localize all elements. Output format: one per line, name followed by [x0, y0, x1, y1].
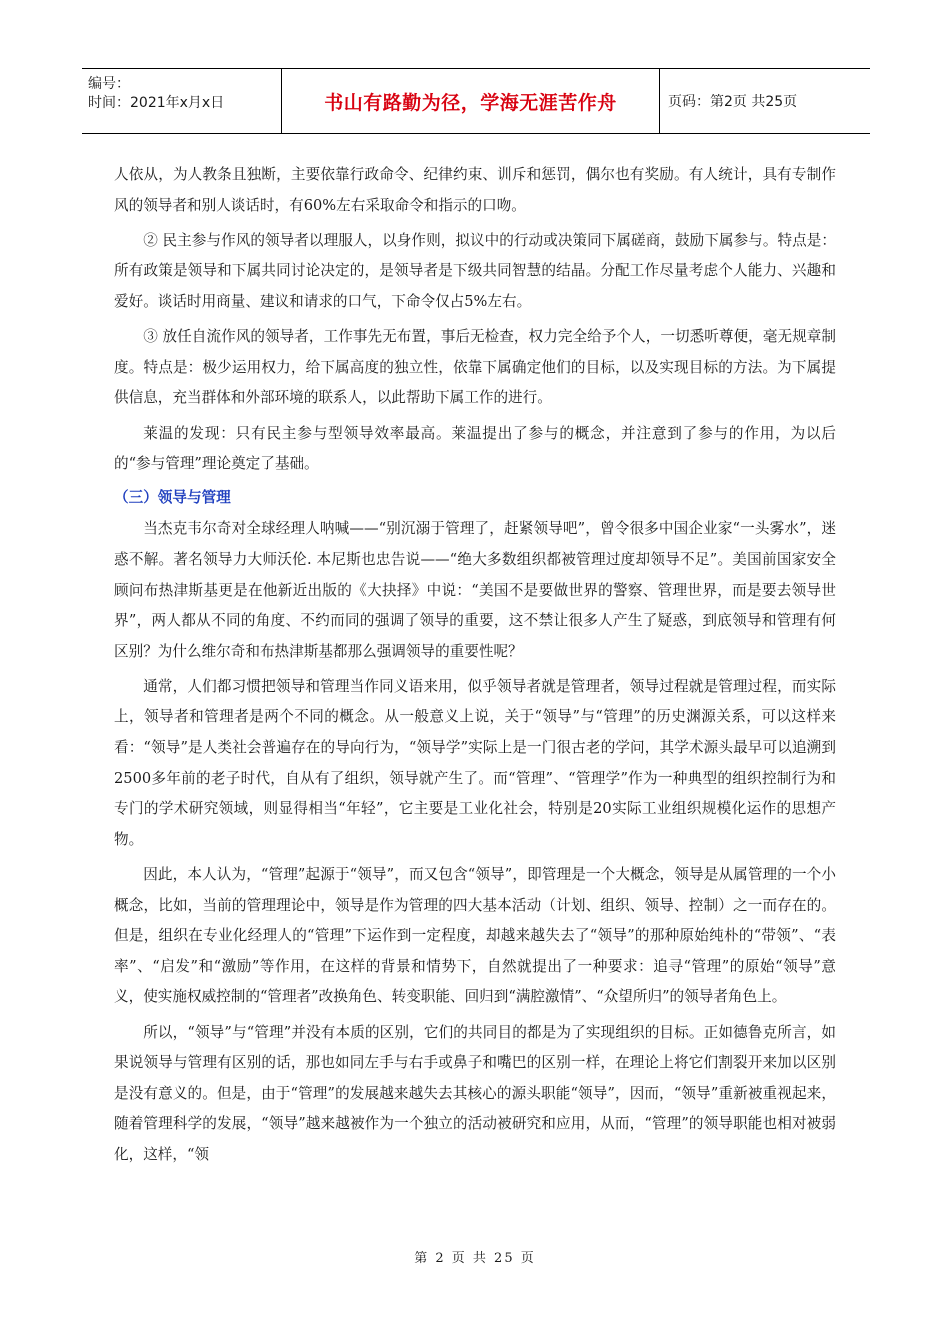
section-heading: （三）领导与管理	[114, 489, 231, 507]
paragraph: ② 民主参与作风的领导者以理服人，以身作则，拟议中的行动或决策同下属磋商，鼓励下属参与。特点是：所有政策是领导和下属共同讨论决定的，是领导者是下级共同智慧的结晶。分配工作尽量考虑个人能力、兴趣和爱好。谈话时用商量、建议和请求的口气，下命令仅占5%左右。	[114, 231, 836, 310]
header-motto: 书山有路勤为径，学海无涯苦作舟	[324, 91, 617, 114]
header-meta	[82, 69, 282, 133]
paragraph: 所以，“领导”与“管理”并没有本质的区别，它们的共同目的都是为了实现组织的目标。正如德鲁克所言，如果说领导与管理有区别的话，那也如同左手与右手或鼻子和嘴巴的区别一样，在理论上将它们割裂开来加以区别是没有意义的。但是，由于“管理”的发展越来越失去其核心的源头职能“领导”，因而，“领导”重新被重视起来，随着管理科学的发展，“领导”越来越被作为一个独立的活动被研究和应用，从而，“管理”的领导职能也相对被弱化，这样，“领	[114, 1023, 836, 1163]
paragraph: 因此，本人认为，“管理”起源于“领导”，而又包含“领导”，即管理是一个大概念，领导是从属管理的一个小概念，比如，当前的管理理论中，领导是作为管理的四大基本活动（计划、组织、领导、控制）之一而存在的。但是，组织在专业化经理人的“管理”下运作到一定程度，却越来越失去了“领导”的那种原始纯朴的“带领”、“表率”、“启发”和“激励”等作用，在这样的背景和情势下，自然就提出了一种要求：追寻“管理”的原始“领导”意义，使实施权威控制的“管理者”改换角色、转变职能、回归到“满腔激情”、“众望所归”的领导者角色上。	[114, 866, 836, 1006]
document-body	[114, 160, 836, 1175]
header-page-info	[660, 69, 870, 133]
page-footer: 第 2 页 共 25 页	[414, 1251, 536, 1266]
document-date: 时间：2021年x月x日	[88, 95, 225, 111]
header-motto-cell	[282, 69, 660, 133]
page-header	[82, 68, 870, 134]
paragraph: ③ 放任自流作风的领导者，工作事先无布置，事后无检查，权力完全给予个人，一切悉听尊便，毫无规章制度。特点是：极少运用权力，给下属高度的独立性，依靠下属确定他们的目标，以及实现目标的方法。为下属提供信息，充当群体和外部环境的联系人，以此帮助下属工作的进行。	[114, 328, 836, 407]
page-indicator: 页码：第2页 共25页	[668, 94, 798, 110]
paragraph: 通常，人们都习惯把领导和管理当作同义语来用，似乎领导者就是管理者，领导过程就是管理过程，而实际上，领导者和管理者是两个不同的概念。从一般意义上说，关于“领导”与“管理”的历史渊源关系，可以这样来看：“领导”是人类社会普遍存在的导向行为，“领导学”实际上是一门很古老的学问，其学术源头最早可以追溯到2500多年前的老子时代，自从有了组织，领导就产生了。而“管理”、“管理学”作为一种典型的组织控制行为和专门的学术研究领域，则显得相当“年轻”，它主要是工业化社会，特别是20实际工业组织规模化运作的思想产物。	[114, 677, 836, 848]
paragraph: 莱温的发现：只有民主参与型领导效率最高。莱温提出了参与的概念，并注意到了参与的作用，为以后的“参与管理”理论奠定了基础。	[114, 424, 836, 473]
paragraph: 当杰克韦尔奇对全球经理人呐喊——“别沉溺于管理了，赶紧领导吧”，曾令很多中国企业家“一头雾水”，迷惑不解。著名领导力大师沃伦. 本尼斯也忠告说——“绝大多数组织都被管理过度却领导不足”。美国前国家安全顾问布热津斯基更是在他新近出版的《大抉择》中说：“美国不是要做世界的警察、管理世界，而是要去领导世界”，两人都从不同的角度、不约而同的强调了领导的重要，这不禁让很多人产生了疑惑，到底领导和管理有何区别？为什么维尔奇和布热津斯基都那么强调领导的重要性呢？	[114, 520, 836, 660]
document-number: 编号：	[88, 76, 130, 92]
paragraph: 人依从，为人教条且独断，主要依靠行政命令、纪律约束、训斥和惩罚，偶尔也有奖励。有人统计，具有专制作风的领导者和别人谈话时，有60%左右采取命令和指示的口吻。	[114, 166, 836, 214]
